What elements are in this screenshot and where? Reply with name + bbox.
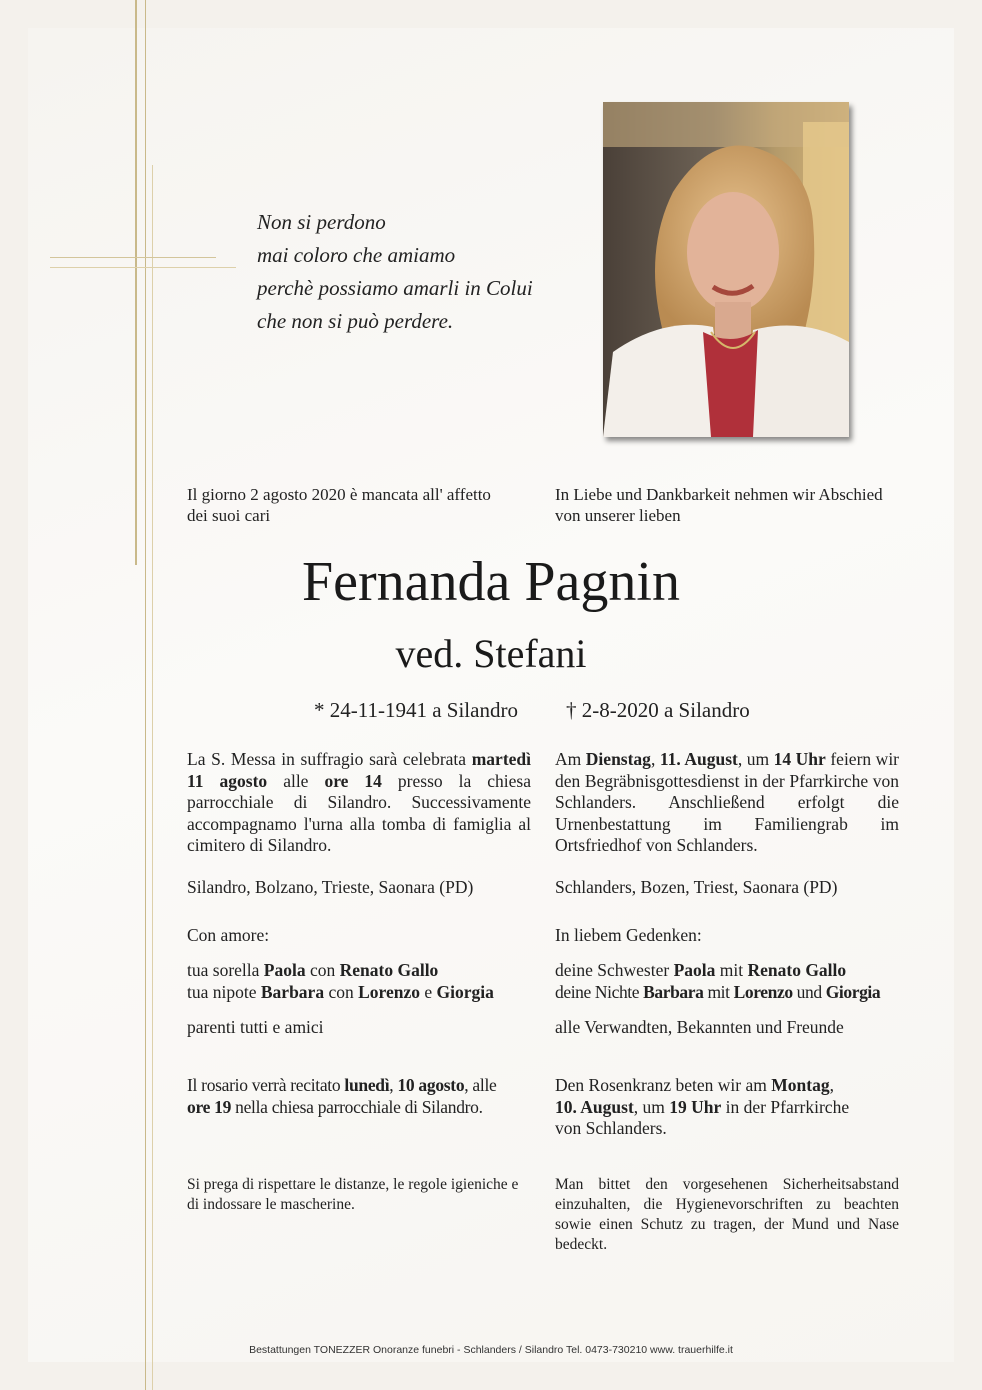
- intro-german: [555, 484, 905, 526]
- quote-line: perchè possiamo amarli in Colui: [257, 276, 533, 300]
- text: in der Pfarrkirche: [721, 1096, 850, 1117]
- rosary-line: [555, 1097, 899, 1119]
- text: 14 Uhr: [773, 749, 826, 769]
- mourner-row: parenti tutti e amici: [187, 1017, 324, 1037]
- memorial-quote: [257, 206, 557, 338]
- text: martedì 11 agosto: [187, 749, 532, 791]
- mourner-row: alle Verwandten, Bekannten und Freunde: [555, 1017, 844, 1037]
- death-date: † 2-8-2020 a Silandro: [566, 698, 750, 722]
- text: Paola: [263, 960, 306, 980]
- rosary-line: [187, 1075, 531, 1097]
- quote-line: Non si perdono: [257, 210, 386, 234]
- notice-italian: Si prega di rispettare le distanze, le regole igieniche e di indossare le mascherine.: [187, 1176, 519, 1213]
- mass-info-italian: [187, 749, 531, 857]
- text: Paola: [673, 960, 716, 980]
- text: lunedì: [344, 1075, 390, 1095]
- text: 11. August: [659, 749, 738, 769]
- mourners-heading-german: In liebem Gedenken:: [555, 925, 702, 945]
- text: presso la chiesa parrocchiale di Silandro. Successivamente accompagnamo l'urna alla tomba di famiglia al cimitero di Silandro.: [187, 770, 531, 855]
- text: e: [420, 981, 437, 1002]
- text: Il rosario verrà recitato: [187, 1075, 345, 1095]
- text: con: [305, 960, 340, 980]
- text: ,: [650, 749, 660, 769]
- portrait-photo: [603, 102, 849, 437]
- text: Montag: [771, 1075, 830, 1095]
- intro-line: Il giorno 2 agosto 2020 è mancata all' affetto: [187, 485, 491, 504]
- intro-line: dei suoi cari: [187, 506, 271, 525]
- mourner-row: [555, 960, 899, 982]
- intro-line: In Liebe und Dankbarkeit nehmen wir Abschied: [555, 485, 883, 504]
- text: Renato Gallo: [339, 960, 439, 980]
- mourners-italian: [187, 960, 531, 1039]
- text: ,: [389, 1075, 398, 1095]
- text: ,: [829, 1075, 834, 1095]
- text: Barbara: [643, 981, 704, 1002]
- places-german: Schlanders, Bozen, Triest, Saonara (PD): [555, 877, 838, 897]
- text: tua sorella: [187, 960, 264, 980]
- footer-funeral-home: Bestattungen TONEZZER Onoranze funebri - Schlanders / Silandro Tel. 0473-730210 www. trauerhilfe.it: [249, 1344, 733, 1356]
- intro-italian: [187, 484, 537, 526]
- text: tua nipote: [187, 981, 261, 1002]
- birth-date: * 24-11-1941 a Silandro: [314, 698, 518, 722]
- text: La S. Messa in suffragio sarà celebrata: [187, 749, 467, 769]
- text: feiern wir den Begräbnisgottesdienst in der Pfarrkirche von Schlanders. Anschließend erfolgt die Urnenbestattung im Familiengrab im Ortsfriedhof von Schlanders.: [555, 749, 900, 855]
- quote-line: mai coloro che amiamo: [257, 243, 456, 267]
- text: 10 agosto: [397, 1075, 465, 1095]
- notice-german: Man bittet den vorgesehenen Sicherheitsabstand einzuhalten, die Hygienevorschriften zu beachten sowie einen Schutz zu tragen, der Mund und Nase bedeckt.: [555, 1176, 899, 1253]
- mourner-row: [187, 982, 531, 1004]
- text: Lorenzo: [733, 981, 793, 1002]
- places-italian: Silandro, Bolzano, Trieste, Saonara (PD): [187, 877, 474, 897]
- mass-info-german: [555, 749, 899, 857]
- text: , alle: [464, 1075, 497, 1095]
- text: und: [792, 981, 826, 1002]
- text: Lorenzo: [358, 981, 421, 1002]
- text: 10. August: [555, 1096, 634, 1117]
- text: ore 19: [187, 1096, 232, 1117]
- text: , um: [633, 1096, 670, 1117]
- text: deine Nichte: [555, 981, 644, 1002]
- rosary-line: von Schlanders.: [555, 1118, 667, 1138]
- text: Am: [555, 749, 586, 769]
- text: Renato Gallo: [747, 960, 847, 980]
- rosary-italian: [187, 1075, 531, 1118]
- deceased-name: Fernanda Pagnin: [302, 551, 680, 613]
- text: Dienstag: [585, 749, 651, 769]
- quote-line: che non si può perdere.: [257, 309, 454, 333]
- mourner-row: [555, 982, 899, 1004]
- text: deine Schwester: [555, 960, 674, 980]
- mourners-german: [555, 960, 899, 1039]
- text: alle: [267, 770, 325, 791]
- text: Den Rosenkranz beten wir am: [555, 1075, 772, 1095]
- text: nella chiesa parrocchiale di Silandro.: [231, 1096, 483, 1117]
- text: Giorgia: [436, 981, 494, 1002]
- text: Barbara: [260, 981, 325, 1002]
- text: con: [324, 981, 359, 1002]
- rosary-line: [555, 1075, 899, 1097]
- rosary-line: [187, 1097, 531, 1119]
- deceased-married-name: ved. Stefani: [395, 631, 587, 676]
- mourner-row: [187, 960, 531, 982]
- text: mit: [715, 960, 748, 980]
- text: ore 14: [324, 770, 382, 791]
- intro-line: von unserer lieben: [555, 506, 681, 525]
- text: Giorgia: [825, 981, 881, 1002]
- mourners-heading-italian: Con amore:: [187, 925, 270, 945]
- rosary-german: [555, 1075, 899, 1140]
- text: , um: [737, 749, 774, 769]
- text: 19 Uhr: [669, 1096, 722, 1117]
- text: mit: [703, 981, 734, 1002]
